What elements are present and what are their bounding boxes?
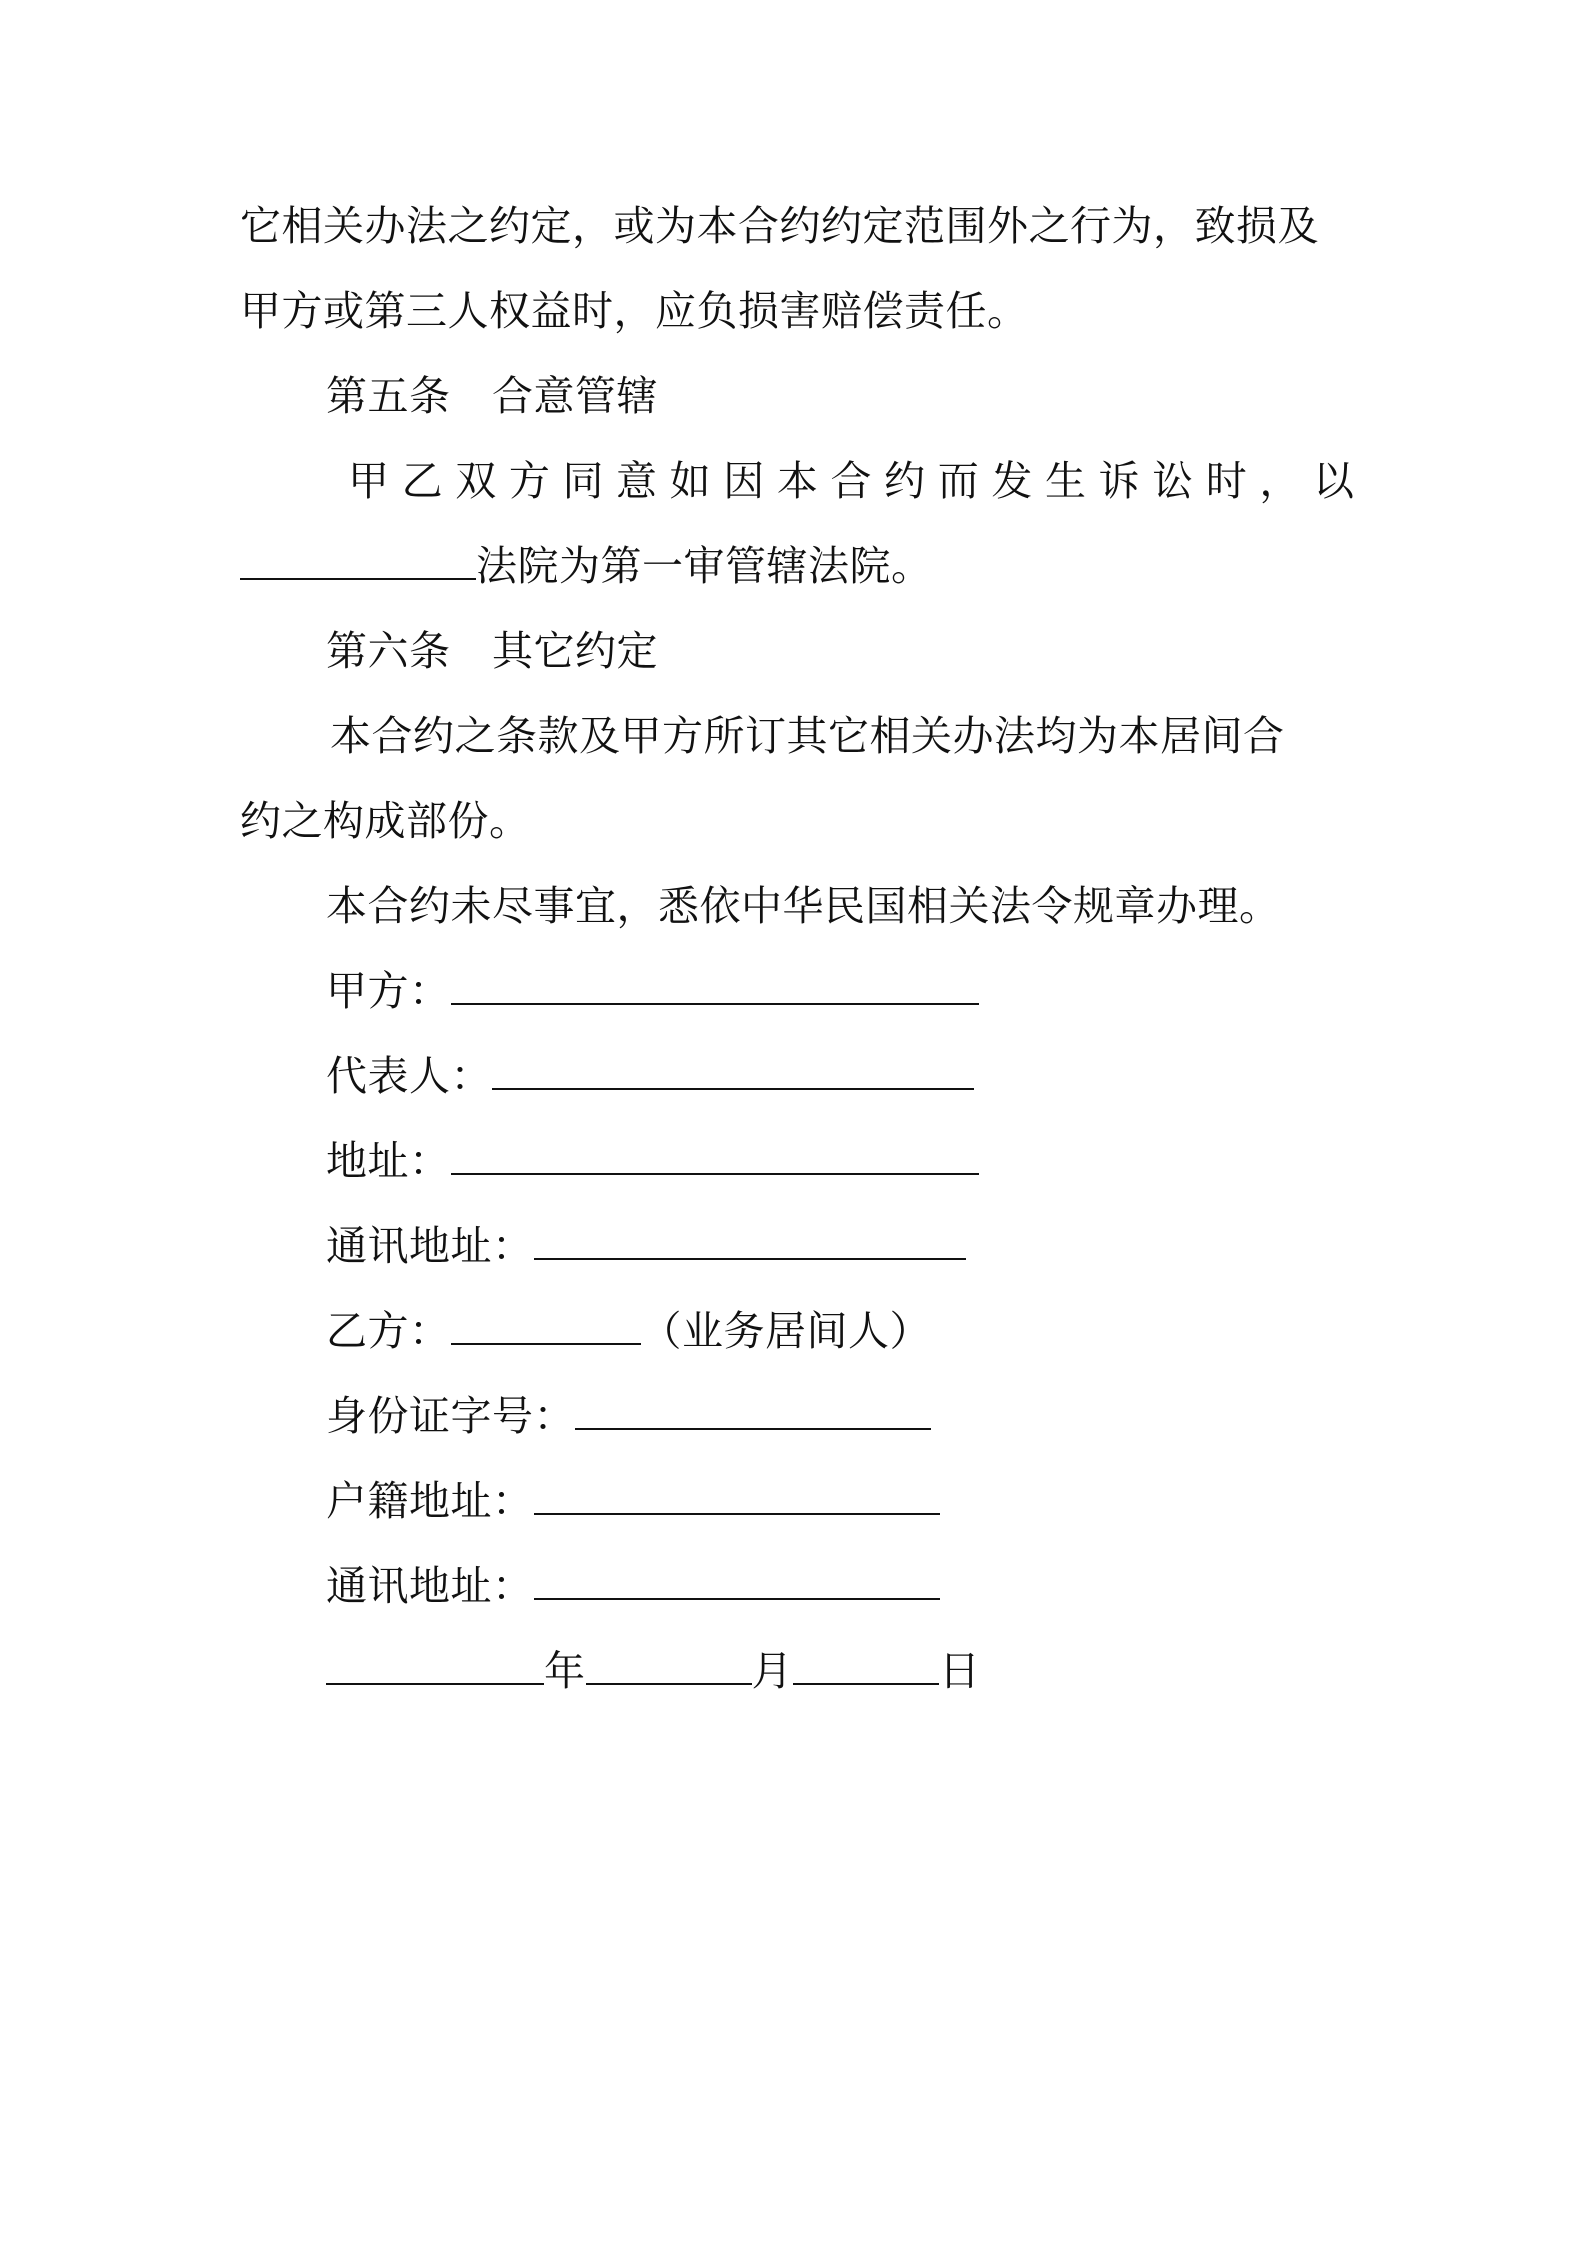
party-b-blank — [451, 1305, 641, 1345]
court-blank — [240, 540, 476, 580]
id-number-row — [326, 1390, 1446, 1442]
mailing-address-b-label: 通讯地址： — [326, 1562, 534, 1610]
mailing-address-label: 通讯地址： — [326, 1222, 534, 1270]
clause-text-line-2: 甲方或第三人权益时，应负损害赔偿责任。 — [240, 287, 1029, 335]
date-row — [326, 1645, 1446, 1697]
court-suffix: 法院为第一审管辖法院。 — [476, 542, 933, 590]
address-blank — [451, 1135, 979, 1175]
party-a-row — [326, 965, 1446, 1017]
article-6-text-line-2: 约之构成部份。 — [240, 797, 531, 845]
mailing-address-row — [326, 1220, 1446, 1272]
mailing-address-blank — [534, 1220, 966, 1260]
article-6-heading: 第六条 其它约定 — [326, 627, 658, 675]
month-label: 月 — [751, 1647, 793, 1695]
address-row — [326, 1135, 1446, 1187]
party-b-note: （业务居间人） — [640, 1307, 931, 1355]
representative-label: 代表人： — [326, 1052, 492, 1100]
representative-row — [326, 1050, 1446, 1102]
id-number-blank — [575, 1390, 931, 1430]
household-address-label: 户籍地址： — [326, 1477, 534, 1525]
mailing-address-b-row — [326, 1560, 1446, 1612]
day-blank — [793, 1645, 939, 1685]
address-label: 地址： — [326, 1137, 451, 1185]
article-6-text-line-3: 本合约未尽事宜，悉依中华民国相关法令规章办理。 — [326, 882, 1281, 930]
mailing-address-b-blank — [534, 1560, 940, 1600]
party-a-label: 甲方： — [326, 967, 451, 1015]
party-b-row — [326, 1305, 1446, 1357]
year-blank — [326, 1645, 544, 1685]
article-5-text-line-2 — [240, 540, 1360, 592]
id-number-label: 身份证字号： — [326, 1392, 575, 1440]
household-address-blank — [534, 1475, 940, 1515]
year-label: 年 — [544, 1647, 586, 1695]
clause-text-line-1: 它相关办法之约定，或为本合约约定范围外之行为，致损及 — [240, 202, 1319, 250]
article-5-text-line-1: 甲乙双方同意如因本合约而发生诉讼时，以 — [348, 457, 1360, 505]
representative-blank — [492, 1050, 974, 1090]
month-blank — [586, 1645, 752, 1685]
party-a-blank — [451, 965, 979, 1005]
household-address-row — [326, 1475, 1446, 1527]
article-5-heading: 第五条 合意管辖 — [326, 372, 658, 420]
party-b-label: 乙方： — [326, 1307, 451, 1355]
day-label: 日 — [939, 1647, 981, 1695]
article-6-text-line-1: 本合约之条款及甲方所订其它相关办法均为本居间合 — [330, 712, 1285, 760]
